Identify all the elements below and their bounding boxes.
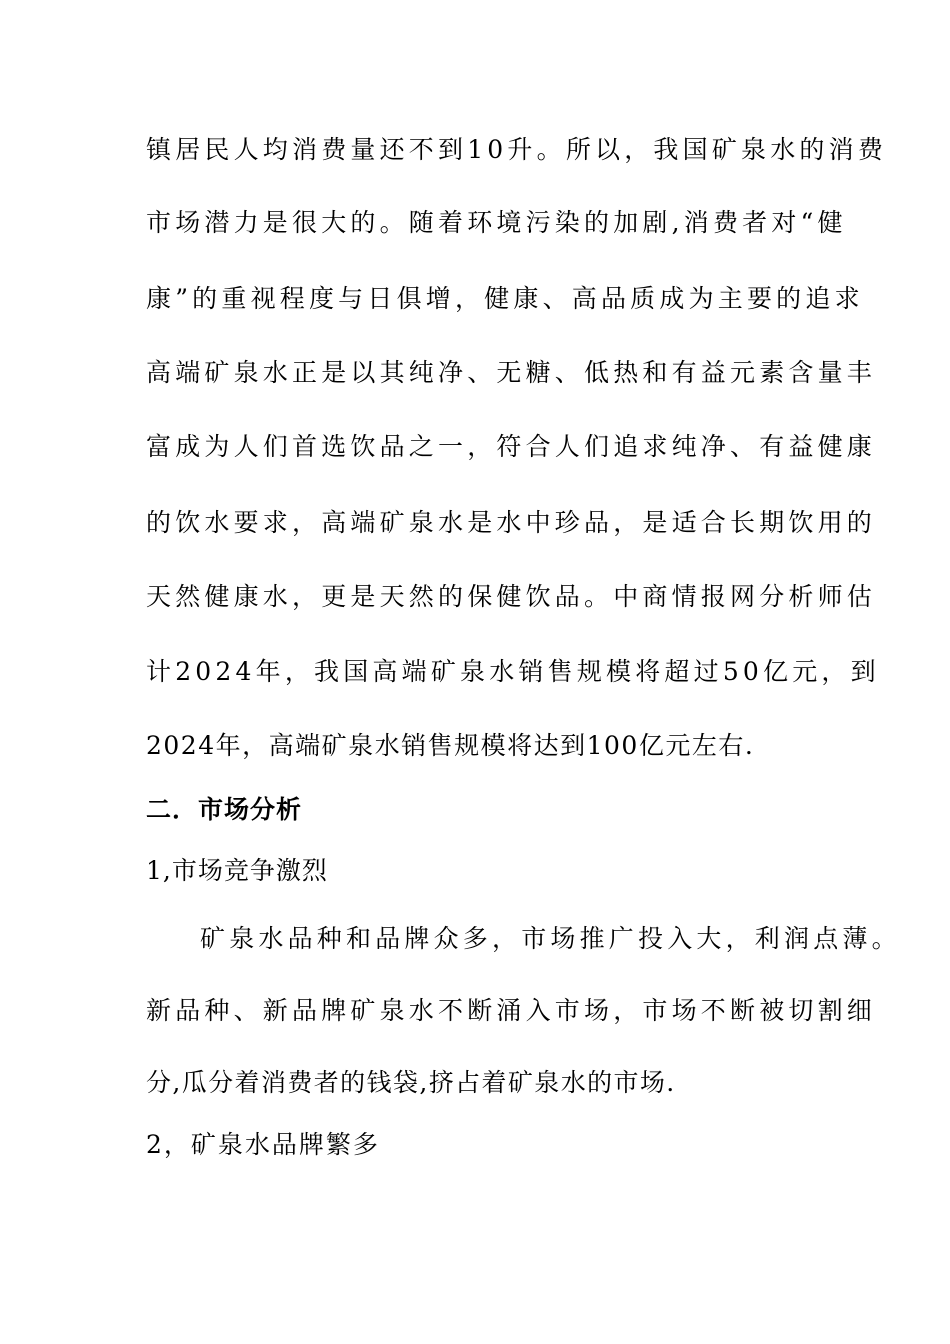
paragraph-line-4: 高端矿泉水正是以其纯净、无糖、低热和有益元素含量丰 <box>146 358 877 387</box>
paragraph-line-5: 富成为人们首选饮品之一，符合人们追求纯净、有益健康 <box>146 432 877 461</box>
paragraph-line-1: 镇居民人均消费量还不到10升。所以，我国矿泉水的消费 <box>146 135 888 164</box>
paragraph-2-line-1: 矿泉水品种和品牌众多，市场推广投入大，利润点薄。 <box>200 924 901 953</box>
paragraph-line-8: 计2024年，我国高端矿泉水销售规模将超过50亿元，到 <box>146 657 880 686</box>
subsection-heading-2: 2，矿泉水品牌繁多 <box>146 1130 380 1159</box>
paragraph-2-line-2: 新品种、新品牌矿泉水不断涌入市场，市场不断被切割细 <box>146 996 877 1025</box>
subsection-heading-1: 1,市场竞争激烈 <box>146 856 328 885</box>
paragraph-line-7: 天然健康水，更是天然的保健饮品。中商情报网分析师估 <box>146 582 877 611</box>
paragraph-line-3: 康”的重视程度与日俱增，健康、高品质成为主要的追求 <box>146 284 864 313</box>
section-heading: 二．市场分析 <box>146 795 303 824</box>
paragraph-line-9: 2024年，高端矿泉水销售规模将达到100亿元左右. <box>146 731 755 760</box>
paragraph-2-line-3: 分,瓜分着消费者的钱袋,挤占着矿泉水的市场. <box>146 1068 676 1097</box>
paragraph-line-6: 的饮水要求，高端矿泉水是水中珍品，是适合长期饮用的 <box>146 508 877 537</box>
paragraph-line-2: 市场潜力是很大的。随着环境污染的加剧,消费者对“健 <box>146 208 847 237</box>
